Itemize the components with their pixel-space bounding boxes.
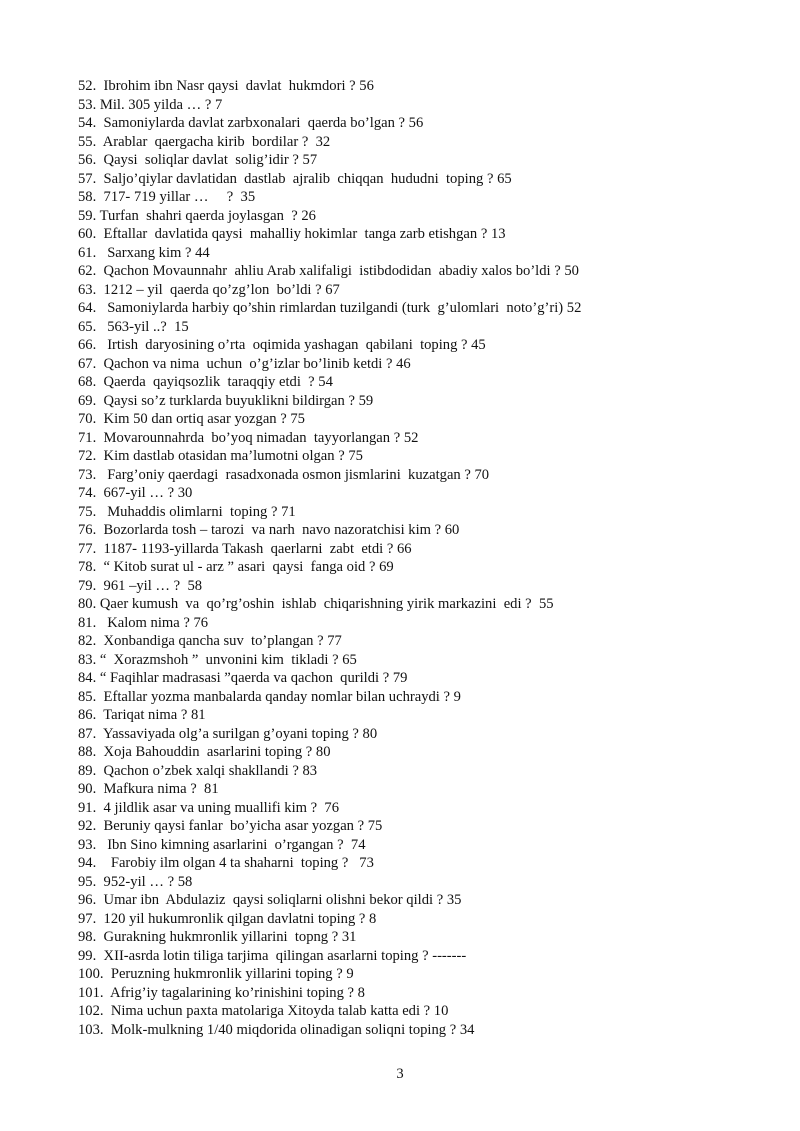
question-item: 101. Afrig’iy tagalarining ko’rinishini toping ? 8 bbox=[78, 984, 365, 1001]
question-item: 92. Beruniy qaysi fanlar bo’yicha asar yozgan ? 75 bbox=[78, 818, 383, 834]
question-item: 91. 4 jildlik asar va uning muallifi kim ? 76 bbox=[78, 799, 340, 816]
question-item: 56. Qaysi soliqlar davlat solig’idir ? 57 bbox=[78, 152, 318, 168]
question-item: 69. Qaysi so’z turklarda buyuklikni bildirgan ? 59 bbox=[78, 392, 374, 409]
question-item: 98. Gurakning hukmronlik yillarini topng ? 31 bbox=[78, 929, 357, 945]
question-item: 65. 563-yil ..? 15 bbox=[78, 318, 189, 335]
question-item: 84. “ Faqihlar madrasasi ”qaerda va qachon qurildi ? 79 bbox=[78, 670, 408, 686]
question-item: 95. 952-yil … ? 58 bbox=[78, 873, 193, 890]
question-item: 61. Sarxang kim ? 44 bbox=[78, 244, 210, 261]
page-number: 3 bbox=[396, 1066, 404, 1082]
question-item: 100. Peruzning hukmronlik yillarini toping ? 9 bbox=[78, 966, 354, 982]
question-item: 60. Eftallar davlatida qaysi mahalliy hokimlar tanga zarb etishgan ? 13 bbox=[78, 226, 506, 242]
question-item: 73. Farg’oniy qaerdagi rasadxonada osmon jismlarini kuzatgan ? 70 bbox=[78, 466, 490, 483]
question-item: 67. Qachon va nima uchun o’g’izlar bo’linib ketdi ? 46 bbox=[78, 355, 411, 372]
question-item: 90. Mafkura nima ? 81 bbox=[78, 781, 219, 797]
question-item: 99. XII-asrda lotin tiliga tarjima qilingan asarlarni toping ? ------- bbox=[78, 947, 467, 964]
question-item: 52. Ibrohim ibn Nasr qaysi davlat hukmdori ? 56 bbox=[78, 78, 374, 94]
question-item: 81. Kalom nima ? 76 bbox=[78, 614, 209, 631]
question-list bbox=[78, 77, 778, 1039]
question-item: 86. Tariqat nima ? 81 bbox=[78, 707, 206, 723]
question-item: 70. Kim 50 dan ortiq asar yozgan ? 75 bbox=[78, 411, 305, 427]
question-item: 97. 120 yil hukumronlik qilgan davlatni toping ? 8 bbox=[78, 910, 377, 927]
question-item: 80. Qaer kumush va qo’rg’oshin ishlab chiqarishning yirik markazini edi ? 55 bbox=[78, 596, 554, 612]
question-item: 68. Qaerda qayiqsozlik taraqqiy etdi ? 54 bbox=[78, 374, 333, 390]
question-item: 89. Qachon o’zbek xalqi shakllandi ? 83 bbox=[78, 762, 318, 779]
question-item: 53. Mil. 305 yilda … ? 7 bbox=[78, 96, 223, 113]
question-item: 66. Irtish daryosining o’rta oqimida yashagan qabilani toping ? 45 bbox=[78, 337, 486, 353]
question-item: 64. Samoniylarda harbiy qo’shin rimlardan tuzilgandi (turk g’ulomlari noto’g’ri) 52 bbox=[78, 300, 582, 316]
question-item: 72. Kim dastlab otasidan ma’lumotni olgan ? 75 bbox=[78, 448, 363, 464]
question-item: 85. Eftallar yozma manbalarda qanday nomlar bilan uchraydi ? 9 bbox=[78, 688, 461, 705]
question-item: 79. 961 –yil … ? 58 bbox=[78, 577, 203, 594]
question-item: 77. 1187- 1193-yillarda Takash qaerlarni zabt etdi ? 66 bbox=[78, 540, 412, 557]
question-item: 57. Saljo’qiylar davlatidan dastlab ajralib chiqqan hududni toping ? 65 bbox=[78, 170, 512, 187]
question-item: 78. “ Kitob surat ul - arz ” asari qaysi fanga oid ? 69 bbox=[78, 559, 394, 575]
question-item: 82. Xonbandiga qancha suv to’plangan ? 77 bbox=[78, 633, 342, 649]
question-item: 76. Bozorlarda tosh – tarozi va narh navo nazoratchisi kim ? 60 bbox=[78, 522, 460, 538]
question-item: 59. Turfan shahri qaerda joylasgan ? 26 bbox=[78, 207, 316, 224]
question-item: 75. Muhaddis olimlarni toping ? 71 bbox=[78, 503, 296, 520]
question-item: 103. Molk-mulkning 1/40 miqdorida olinadigan soliqni toping ? 34 bbox=[78, 1021, 475, 1038]
question-item: 94. Farobiy ilm olgan 4 ta shaharni toping ? 73 bbox=[78, 855, 374, 871]
question-item: 74. 667-yil … ? 30 bbox=[78, 485, 193, 501]
question-item: 58. 717- 719 yillar … ? 35 bbox=[78, 189, 256, 205]
question-item: 102. Nima uchun paxta matolariga Xitoyda talab katta edi ? 10 bbox=[78, 1003, 449, 1019]
question-item: 71. Movarounnahrda bo’yoq nimadan tayyorlangan ? 52 bbox=[78, 429, 419, 446]
question-item: 88. Xoja Bahouddin asarlarini toping ? 80 bbox=[78, 744, 331, 760]
question-item: 96. Umar ibn Abdulaziz qaysi soliqlarni olishni bekor qildi ? 35 bbox=[78, 892, 462, 908]
question-item: 93. Ibn Sino kimning asarlarini o’rgangan ? 74 bbox=[78, 836, 366, 853]
question-item: 87. Yassaviyada olg’a surilgan g’oyani toping ? 80 bbox=[78, 725, 378, 742]
question-item: 54. Samoniylarda davlat zarbxonalari qaerda bo’lgan ? 56 bbox=[78, 115, 424, 131]
question-item: 63. 1212 – yil qaerda qo’zg’lon bo’ldi ? 67 bbox=[78, 281, 340, 298]
question-item: 83. “ Xorazmshoh ” unvonini kim tikladi ? 65 bbox=[78, 651, 357, 668]
question-item: 62. Qachon Movaunnahr ahliu Arab xalifaligi istibdodidan abadiy xalos bo’ldi ? 50 bbox=[78, 263, 579, 279]
question-item: 55. Arablar qaergacha kirib bordilar ? 32 bbox=[78, 133, 331, 150]
